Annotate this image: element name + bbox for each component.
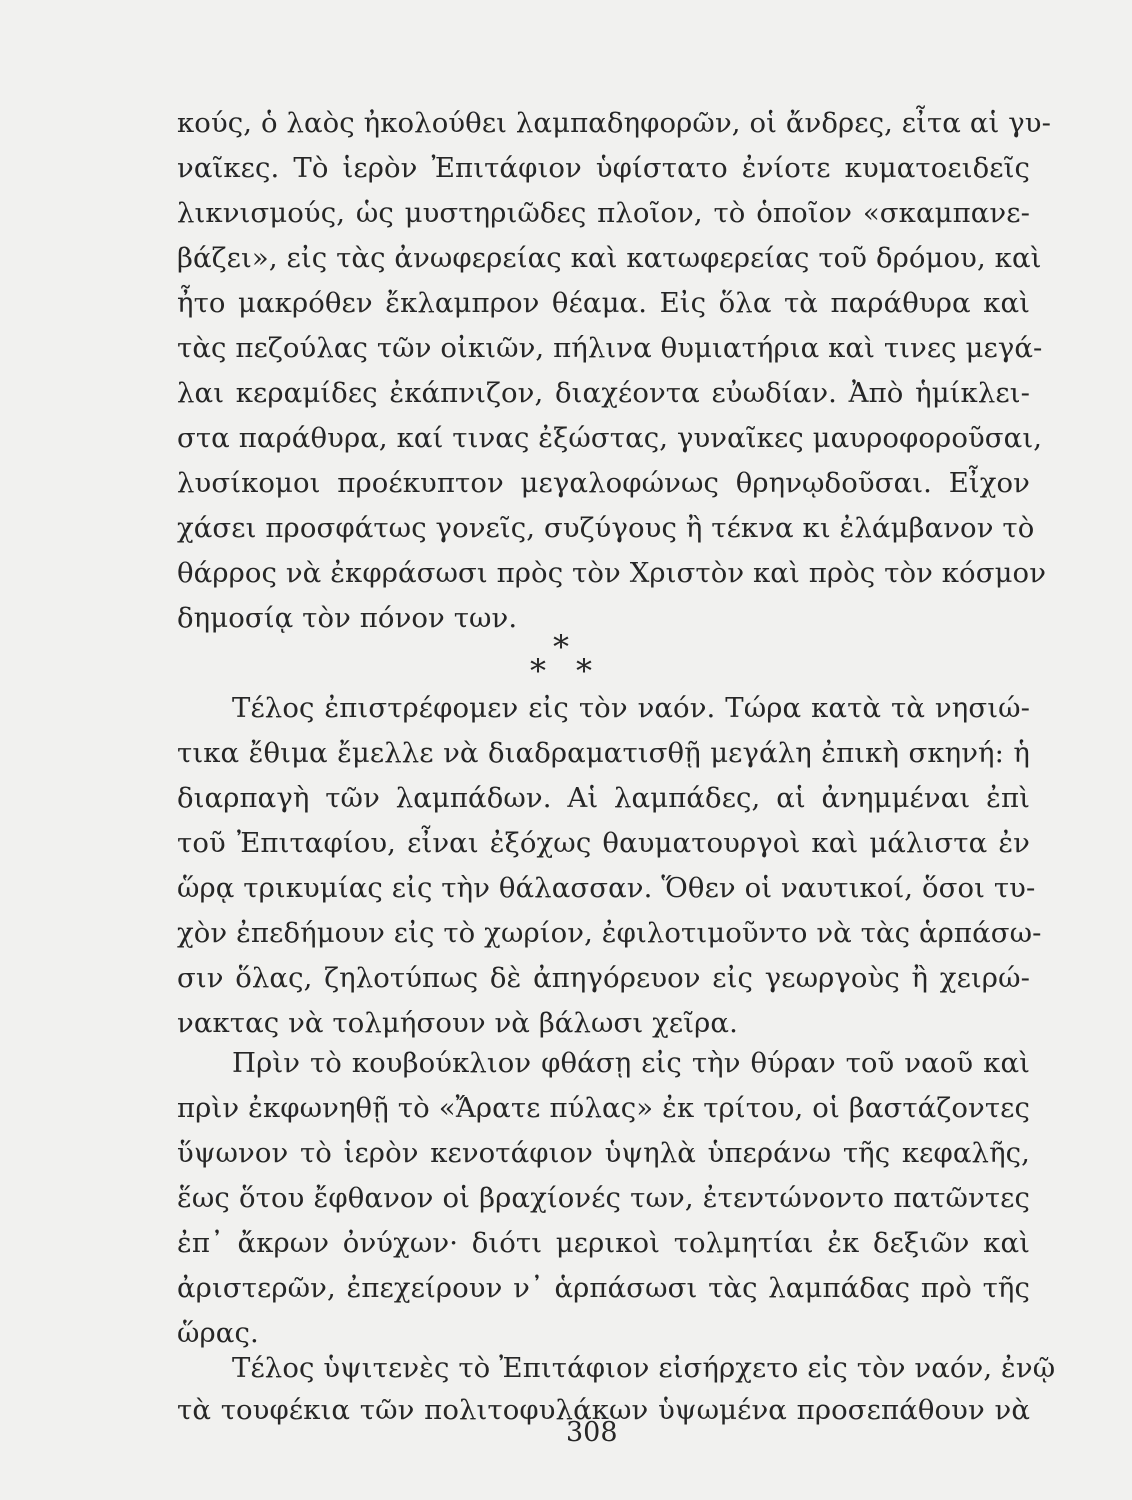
paragraph-first-line: Πρὶν τὸ κουβούκλιον φθάσῃ εἰς τὴν θύραν τοῦ ναοῦ καὶ: [232, 1047, 1030, 1079]
text-line: σιν ὅλας, ζηλοτύπως δὲ ἀπηγόρευον εἰς γεωργοὺς ἢ χειρώ-: [177, 962, 1030, 994]
text-line: δημοσίᾳ τὸν πόνον των.: [177, 602, 518, 634]
page-number: 308: [566, 1417, 618, 1448]
text-line: θάρρος νὰ ἐκφράσωσι πρὸς τὸν Χριστὸν καὶ πρὸς τὸν κόσμον: [177, 557, 1047, 589]
asterism-star: *: [530, 652, 546, 690]
text-line: ἀριστερῶν, ἐπεχείρουν ν᾽ ἁρπάσωσι τὰς λαμπάδας πρὸ τῆς: [177, 1272, 1030, 1304]
text-line: στα παράθυρα, καί τινας ἐξώστας, γυναῖκες μαυροφοροῦσαι,: [177, 422, 1043, 454]
text-line: ἦτο μακρόθεν ἔκλαμπρον θέαμα. Εἰς ὅλα τὰ παράθυρα καὶ: [177, 287, 1030, 319]
text-line: τὰ τουφέκια τῶν πολιτοφυλάκων ὑψωμένα προσεπάθουν νὰ: [177, 1394, 1030, 1426]
asterism-star: *: [576, 652, 592, 690]
text-line: ὕψωνον τὸ ἱερὸν κενοτάφιον ὑψηλὰ ὑπεράνω τῆς κεφαλῆς,: [177, 1137, 1030, 1169]
text-line: διαρπαγὴ τῶν λαμπάδων. Αἱ λαμπάδες, αἱ ἀνημμέναι ἐπὶ: [177, 782, 1030, 814]
text-line: ναῖκες. Τὸ ἱερὸν Ἐπιτάφιον ὑφίστατο ἐνίοτε κυματοειδεῖς: [177, 152, 1030, 184]
text-line: λικνισμούς, ὡς μυστηριῶδες πλοῖον, τὸ ὁποῖον «σκαμπανε-: [177, 197, 1030, 229]
text-line: χάσει προσφάτως γονεῖς, συζύγους ἢ τέκνα κι ἐλάμβανον τὸ: [177, 512, 1035, 544]
text-line: λυσίκομοι προέκυπτον μεγαλοφώνως θρηνῳδοῦσαι. Εἶχον: [177, 467, 1030, 499]
paragraph-first-line: Τέλος ὑψιτενὲς τὸ Ἐπιτάφιον εἰσήρχετο εἰς τὸν ναόν, ἐνῷ: [232, 1352, 1056, 1384]
text-line: βάζει», εἰς τὰς ἀνωφερείας καὶ κατωφερείας τοῦ δρόμου, καὶ: [177, 242, 1042, 274]
text-line: κούς, ὁ λαὸς ἠκολούθει λαμπαδηφορῶν, οἱ ἄνδρες, εἶτα αἱ γυ-: [177, 107, 1051, 139]
paragraph-first-line: Τέλος ἐπιστρέφομεν εἰς τὸν ναόν. Τώρα κατὰ τὰ νησιώ-: [232, 692, 1030, 724]
text-line: νακτας νὰ τολμήσουν νὰ βάλωσι χεῖρα.: [177, 1007, 738, 1039]
text-line: ἕως ὅτου ἔφθανον οἱ βραχίονές των, ἐτεντώνοντο πατῶντες: [177, 1182, 1030, 1214]
asterism-star: *: [553, 628, 569, 666]
text-line: πρὶν ἐκφωνηθῇ τὸ «Ἄρατε πύλας» ἐκ τρίτου, οἱ βαστάζοντες: [177, 1092, 1030, 1124]
text-line: ὥρᾳ τρικυμίας εἰς τὴν θάλασσαν. Ὅθεν οἱ ναυτικοί, ὅσοι τυ-: [177, 872, 1036, 904]
text-line: τικα ἔθιμα ἔμελλε νὰ διαδραματισθῇ μεγάλη ἐπικὴ σκηνή: ἡ: [177, 737, 1030, 769]
text-line: τοῦ Ἐπιταφίου, εἶναι ἐξόχως θαυματουργοὶ καὶ μάλιστα ἐν: [177, 827, 1030, 859]
text-line: ὥρας.: [177, 1317, 259, 1349]
text-line: λαι κεραμίδες ἐκάπνιζον, διαχέοντα εὐωδίαν. Ἀπὸ ἡμίκλει-: [177, 377, 1030, 409]
text-line: χὸν ἐπεδήμουν εἰς τὸ χωρίον, ἐφιλοτιμοῦντο νὰ τὰς ἁρπάσω-: [177, 917, 1042, 949]
text-line: ἐπ᾽ ἄκρων ὀνύχων· διότι μερικοὶ τολμητίαι ἐκ δεξιῶν καὶ: [177, 1227, 1030, 1259]
text-line: τὰς πεζούλας τῶν οἰκιῶν, πήλινα θυμιατήρια καὶ τινες μεγά-: [177, 332, 1043, 364]
